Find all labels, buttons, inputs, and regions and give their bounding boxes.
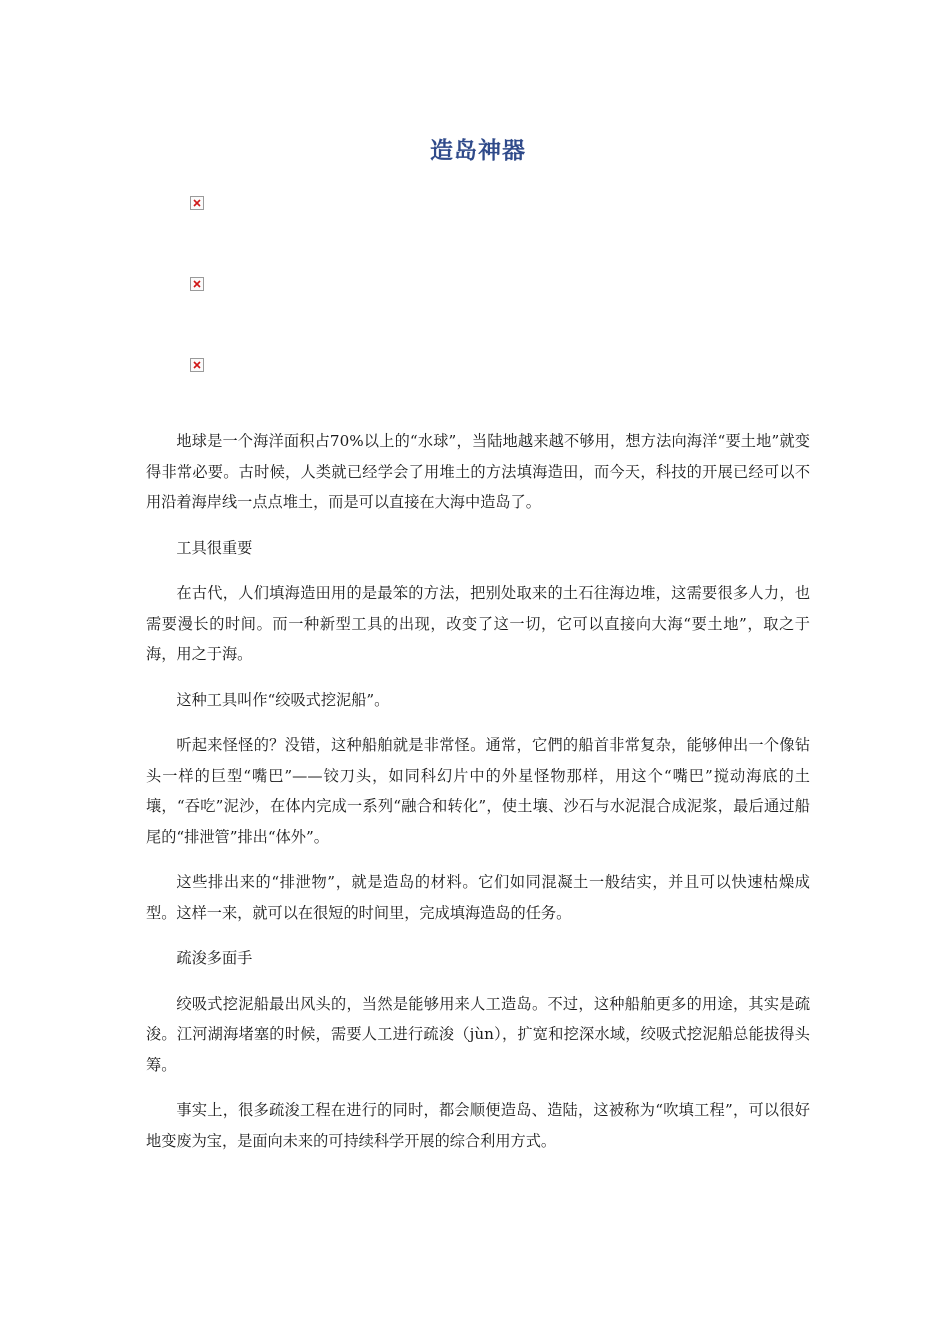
paragraph-ancient-method: 在古代，人们填海造田用的是最笨的方法，把别处取来的土石往海边堆，这需要很多人力，也需要漫长的时间。而一种新型工具的出现，改变了这一切，它可以直接向大海“要土地”，取之于海，用之于海。 (146, 584, 810, 663)
paragraph-tool-name: 这种工具叫作“绞吸式挖泥船”。 (176, 690, 390, 709)
paragraph-dredging: 绞吸式挖泥船最出风头的，当然是能够用来人工造岛。不过，这种船舶更多的用途，其实是疏浚。江河湖海堵塞的时候，需要人工进行疏浚（jùn），扩宽和挖深水域，绞吸式挖泥船总能拔得头筹。 (146, 994, 810, 1074)
paragraph-intro: 地球是一个海洋面积占70%以上的“水球”，当陆地越来越不够用，想方法向海洋“要土地”就变得非常必要。古时候，人类就已经学会了用堆土的方法填海造田，而今天，科技的开展已经可以不用沿着海岸线一点点堆土，而是可以直接在大海中造岛了。 (146, 432, 810, 511)
broken-image-3 (190, 358, 204, 372)
broken-image-1 (190, 196, 204, 210)
paragraph-reclamation: 事实上，很多疏浚工程在进行的同时，都会顺便造岛、造陆，这被称为“吹填工程”，可以很好地变废为宝，是面向未来的可持续科学开展的综合利用方式。 (146, 1101, 810, 1150)
broken-image-2 (190, 277, 204, 291)
section-heading-dredging: 疏浚多面手 (176, 949, 253, 967)
broken-image-icon (193, 361, 201, 369)
article-body (146, 426, 810, 1171)
paragraph-material: 这些排出来的“排泄物”，就是造岛的材料。它们如同混凝土一般结实，并且可以快速枯燥成型。这样一来，就可以在很短的时间里，完成填海造岛的任务。 (146, 873, 810, 922)
broken-image-icon (193, 280, 201, 288)
broken-image-icon (193, 199, 201, 207)
paragraph-ship-description: 听起来怪怪的？没错，这种船舶就是非常怪。通常，它們的船首非常复杂，能够伸出一个像钻头一样的巨型“嘴巴”——铰刀头，如同科幻片中的外星怪物那样，用这个“嘴巴”搅动海底的土壤，“吞吃”泥沙，在体内完成一系列“融合和转化”，使土壤、沙石与水泥混合成泥浆，最后通过船尾的“排泄管”排出“体外”。 (146, 736, 810, 846)
document-title: 造岛神器 (430, 138, 526, 164)
section-heading-tools: 工具很重要 (176, 538, 253, 557)
